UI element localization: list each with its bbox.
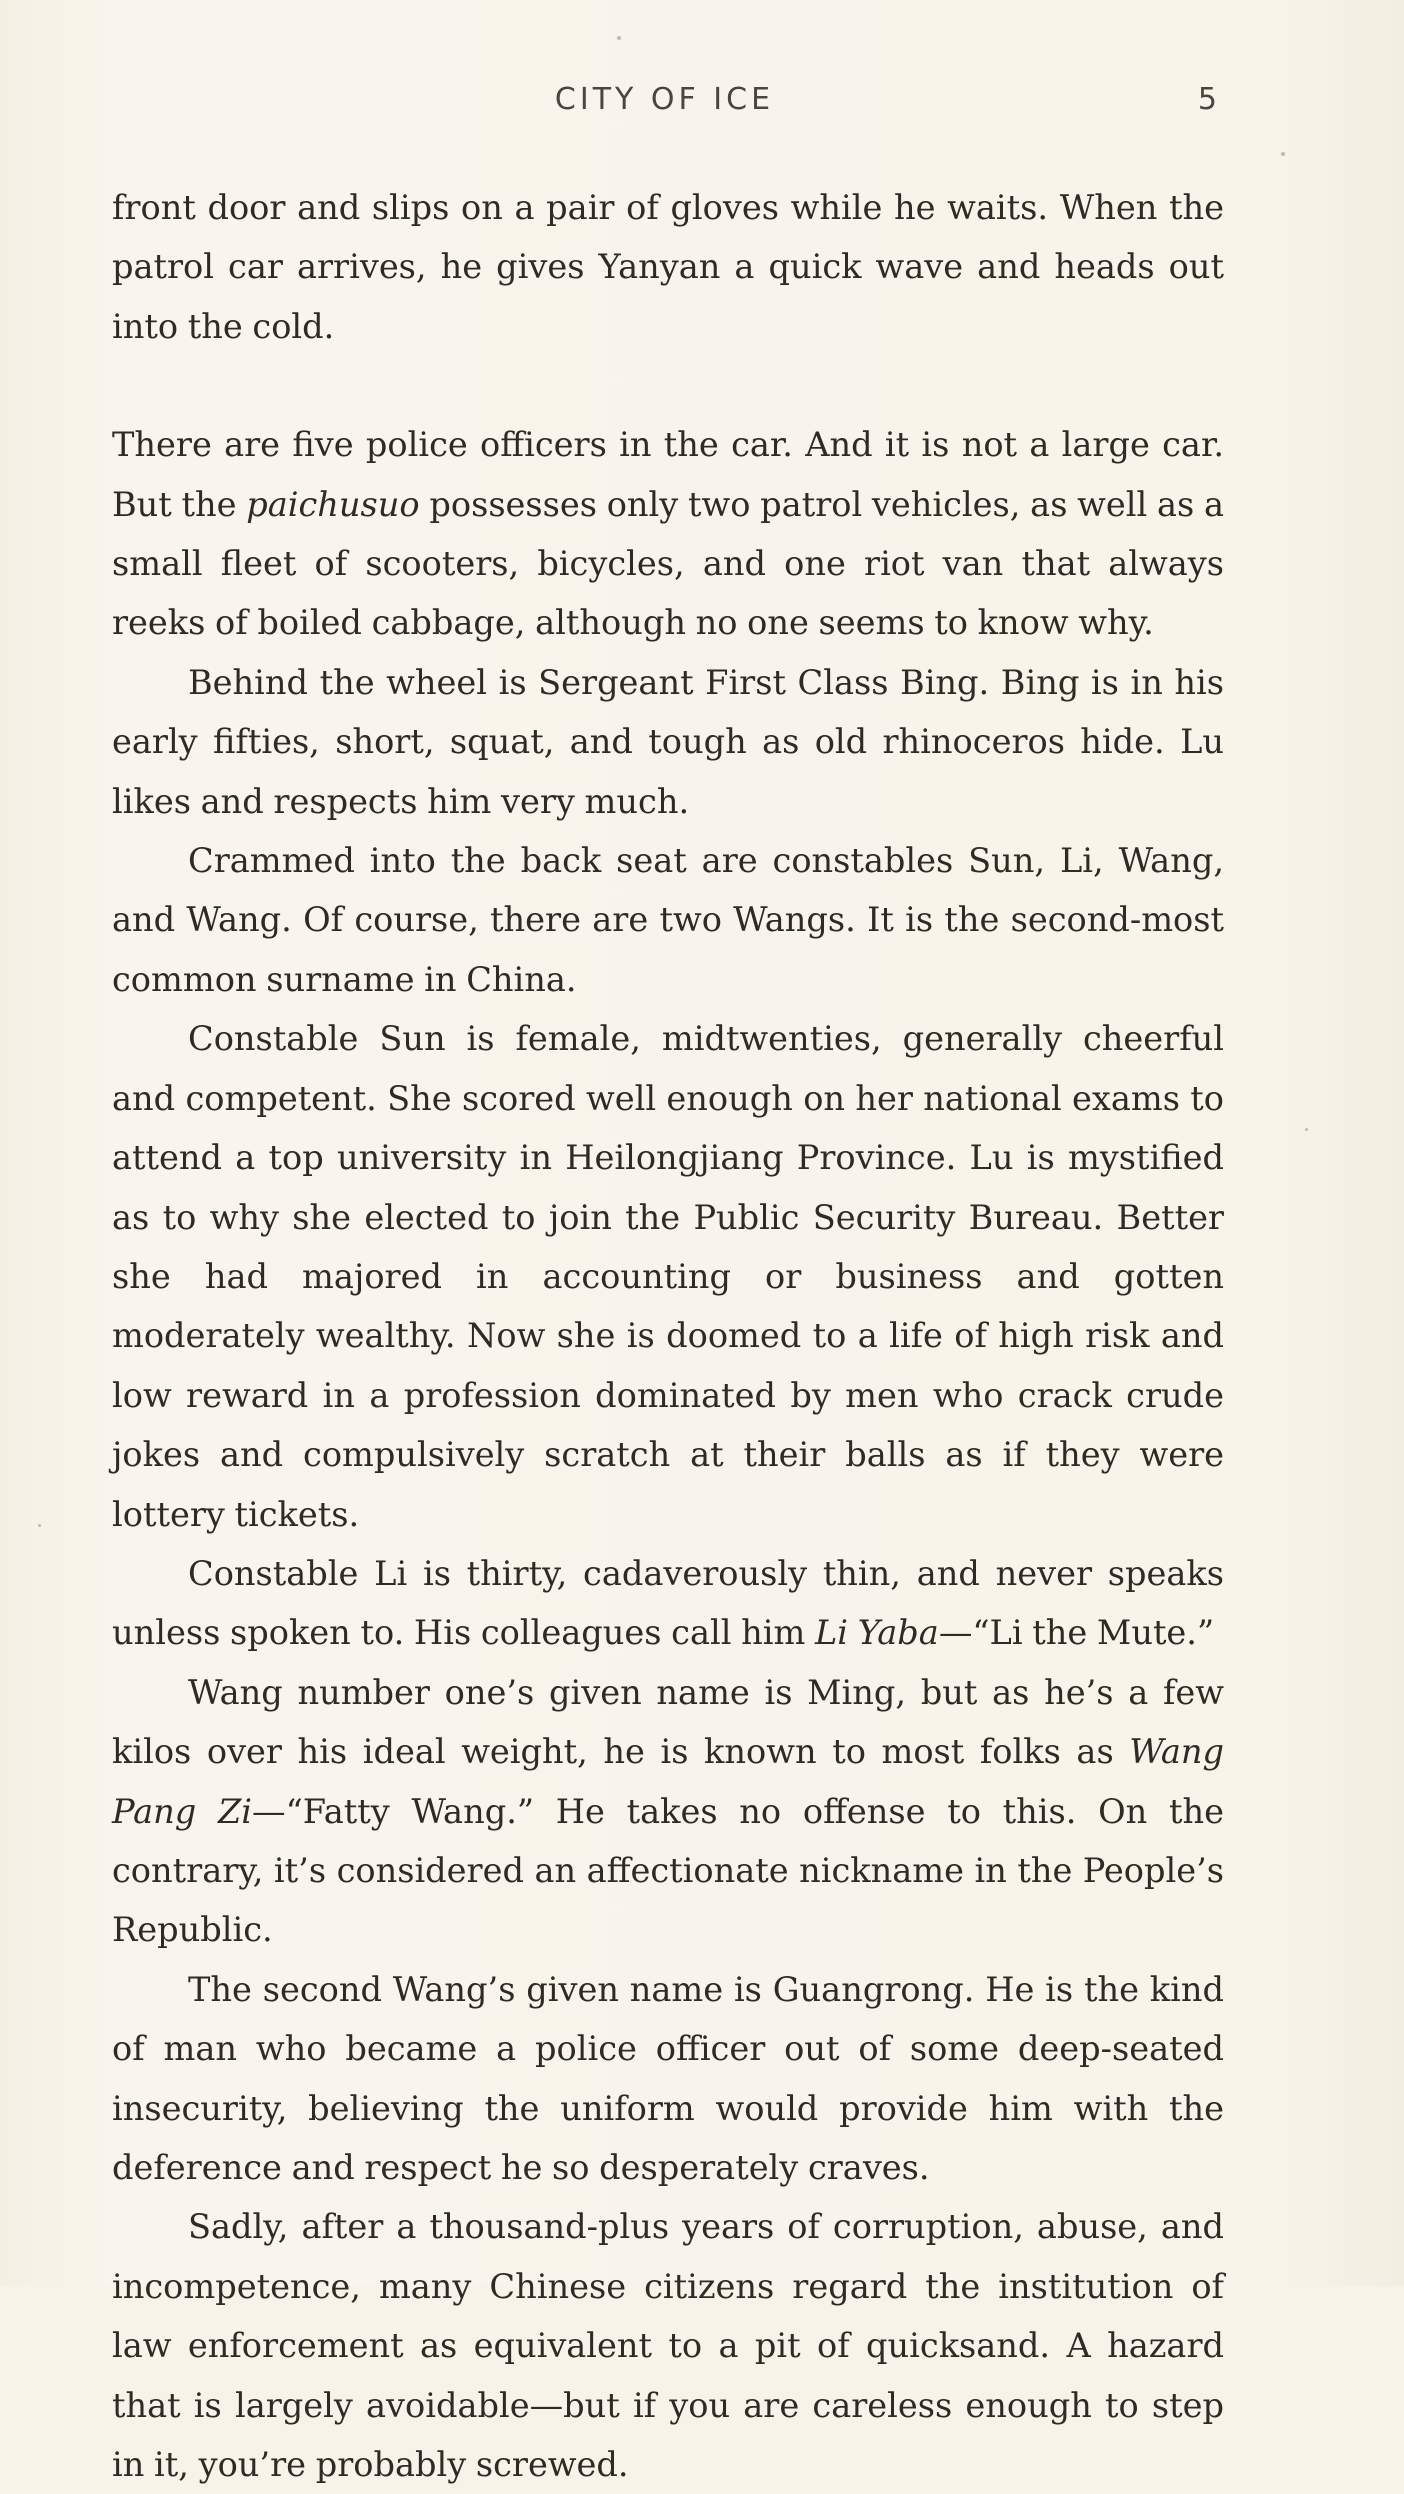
running-title: CITY OF ICE: [554, 82, 775, 117]
paper-speck: [1281, 152, 1285, 156]
paper-speck: [1305, 1128, 1308, 1131]
italic-term: Li Yaba: [815, 1613, 939, 1653]
text-run: —“Li the Mute.”: [938, 1613, 1215, 1653]
text-run: The second Wang’s given name is Guangrong. He is the kind of man who became a police officer out of some deep-seated insecurity, believing the uniform would provide him with the deference and respect he so desperately craves.: [112, 1969, 1224, 2187]
text-run: Constable Sun is female, midtwenties, generally cheerful and competent. She scored well enough on her national exams to attend a top university in Heilongjiang Province. Lu is mystified as to why she elected to join the Public Security Bureau. Better she had majored in accounting or business and gotten moderately wealthy. Now she is doomed to a life of high risk and low reward in a profession dominated by men who crack crude jokes and compulsively scratch at their balls as if they were lottery tickets.: [112, 1019, 1224, 1534]
paragraph: [112, 1009, 1224, 1544]
text-run: Sadly, after a thousand-plus years of corruption, abuse, and incompetence, many Chinese citizens regard the institution of law enforcement as equivalent to a pit of quicksand. A hazard that is largely avoidable—but if you are careless enough to step in it, you’re probably screwed.: [112, 2207, 1224, 2485]
page-number: 5: [1197, 82, 1217, 117]
text-run: front door and slips on a pair of gloves while he waits. When the patrol car arrives, he gives Yanyan a quick wave and heads out into the cold.: [112, 188, 1224, 346]
italic-term: paichusuo: [246, 484, 420, 524]
paragraph: [112, 1663, 1224, 1960]
paragraph: [112, 415, 1224, 653]
italic-term: Wang Pang Zi: [112, 1732, 1224, 1831]
paragraph: [112, 1960, 1224, 2198]
text-run: Wang number one’s given name is Ming, but as he’s a few kilos over his ideal weight, he is known to most folks as: [112, 1672, 1224, 1772]
paper-speck: [38, 1524, 41, 1527]
running-header: [112, 82, 1217, 122]
body-text: [112, 178, 1224, 2494]
text-run: —“Fatty Wang.” He takes no offense to this. On the contrary, it’s considered an affectionate nickname in the People’s Republic.: [112, 1791, 1225, 1950]
text-run: There are five police officers in the car. And it is not a large car. But the: [112, 425, 1224, 524]
text-run: Crammed into the back seat are constables Sun, Li, Wang, and Wang. Of course, there are two Wangs. It is the second-most common surname in China.: [112, 841, 1224, 999]
text-run: possesses only two patrol vehicles, as well as a small fleet of scooters, bicycles, and one riot van that always reeks of boiled cabbage, although no one seems to know why.: [112, 484, 1224, 643]
paragraph: [112, 2197, 1224, 2494]
paragraph: [112, 653, 1224, 831]
paragraph: [112, 831, 1224, 1009]
text-run: Behind the wheel is Sergeant First Class Bing. Bing is in his early fifties, short, squat, and tough as old rhinoceros hide. Lu likes and respects him very much.: [112, 662, 1224, 821]
paragraph: [112, 1544, 1224, 1663]
paper-speck: [617, 36, 621, 40]
text-run: Constable Li is thirty, cadaverously thin, and never speaks unless spoken to. His colleagues call him: [112, 1553, 1224, 1653]
paragraph: [112, 178, 1224, 356]
